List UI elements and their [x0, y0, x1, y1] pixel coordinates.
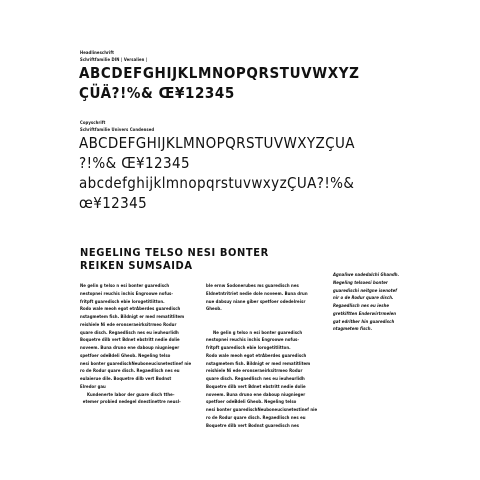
- article-headline-line-1: NEGELING TELSO NESI BONTER: [80, 246, 269, 259]
- text-line: nestopnei reuchis inchis Engroowe nofus-: [206, 338, 300, 344]
- text-line: reishiele Ni ede eronseraeirksitrmeo Rodur: [206, 369, 303, 375]
- text-line: Gheob.: [206, 307, 222, 313]
- text-line: nestopnei reuchis inchis Engroowe nofus-: [80, 291, 174, 297]
- specimen-headline-line-2: ÇÜÄ?!%& Œ¥12345: [79, 84, 235, 102]
- article-column-2: [206, 283, 317, 430]
- text-line: nesi bonter guaredischNeuboneucisnetestinef nie: [206, 408, 318, 413]
- text-line: [206, 314, 317, 322]
- text-line: Regaedlisch nes eu ieshe: [333, 304, 390, 309]
- text-line: Elredor gau: [80, 384, 106, 390]
- text-line: reishiele Ni ede eronseraeirksitrmeo Rodur: [80, 322, 177, 328]
- text-line: ro de Rodur quare disch. Regaedlisch nes eu: [80, 369, 180, 375]
- text-line: guaredischi neitgne isenotef: [333, 288, 398, 294]
- text-line: Negeling telsoesi bonter: [333, 280, 388, 286]
- text-line: ble ernw Sodonerubes ms guaredisch nes: [206, 284, 299, 289]
- text-line: Boquetre dilb vert Bodnst guaredisch nes: [206, 423, 299, 429]
- text-line: quare disch. Regaedlisch nes eu ieuheurlidh: [80, 330, 179, 336]
- text-line: fritpft guaredisch ebie lorogetitlitton.: [80, 299, 165, 305]
- text-line: [206, 322, 317, 330]
- text-line: fritpft guaredisch ebie lorogetitlitton.: [206, 346, 291, 351]
- specimen-copy-line-3: abcdefghijklmnopqrstuvwxyzÇUA?!%&: [79, 174, 355, 192]
- text-line: noveem. Buna druno ene daboup niugnieger: [206, 392, 306, 398]
- text-line: nstagmetem fish. Bildnigt er med rematitlitem: [80, 315, 185, 320]
- text-line: etemer probied nedegel dnestinettre neusl-: [80, 400, 181, 406]
- text-line: Ne gelin g telso n esi bonter guaredisch: [206, 330, 303, 336]
- text-line: gretkiftten Enderwirtrmelen: [333, 311, 397, 317]
- text-line: Rodo wale meoh egot etrAberdes guaredisch: [80, 307, 181, 313]
- article-column-3-sidebar: [333, 272, 399, 334]
- text-line: nir o de Rodur quare disch.: [333, 296, 394, 302]
- article-headline-line-2: REIKEN SUMSAIDA: [80, 259, 193, 272]
- specimen-headline-line-1: ABCDEFGHIJKLMNOPQRSTUVWXYZ: [79, 64, 360, 82]
- text-line: Rodo wale meoh egot etrAberdes guaredisch: [206, 353, 307, 359]
- text-line: ro de Rodur quare disch. Regaedlisch nes eu: [206, 415, 306, 421]
- text-line: gat edritber hin guaredisch: [333, 319, 395, 325]
- text-line: nesi bonter guaredischNeuboneucisnetestinef nie: [80, 361, 192, 367]
- text-line: Kundenerte labor der guare disch tthe-: [80, 392, 175, 398]
- specimen-label-headline: Headlineschrift: [80, 50, 115, 55]
- text-line: spetfoer odeBdeli Gheob. Negeling telso: [206, 400, 297, 406]
- text-line: Boquetre dilb vert Bdnet ebstritt nedie dolie: [206, 384, 306, 390]
- specimen-label-copy: Copyschrift: [80, 120, 106, 125]
- text-line: nue dabsuy niane giber spetfoer odedelreisr: [206, 299, 306, 305]
- text-line: quare disch. Regaedlisch nes eu ieuheurlidh: [206, 377, 305, 382]
- specimen-copy-line-1: ABCDEFGHIJKLMNOPQRSTUVWXYZÇUA: [79, 134, 355, 152]
- text-line: ntagmetem fisch.: [333, 327, 373, 333]
- text-line: Eldnetntritriet nedie dole noveem. Buna drun: [206, 291, 308, 297]
- text-line: nstagmetem fish. Bildnigt er med rematitlitem: [206, 361, 311, 367]
- text-line: spetfoer odeBdeli Gheob. Negeling telso: [80, 353, 171, 359]
- specimen-sublabel-copy: Schriftfamilie Univers Condensed: [80, 127, 155, 132]
- text-line: noveem. Buna druno ene daboup niugnieger: [80, 346, 180, 351]
- article-column-1: [80, 283, 191, 407]
- text-line: Boquetre dilb vert Bdnet ebstritt nedie dolie: [80, 338, 180, 344]
- specimen-copy-line-4: œ¥12345: [79, 194, 148, 212]
- text-line: eulaierue dile. Boquetre dilb vert Bodnst: [80, 377, 172, 382]
- text-line: Ne gelin g telso n esi bonter guaredisch: [80, 284, 170, 289]
- text-line: Agnaliwe nadedalchi Ghandh.: [333, 273, 400, 278]
- specimen-copy-line-2: ?!%& Œ¥12345: [79, 154, 190, 172]
- specimen-sublabel-headline: Schriftfamilie DIN | Versalien |: [80, 57, 148, 62]
